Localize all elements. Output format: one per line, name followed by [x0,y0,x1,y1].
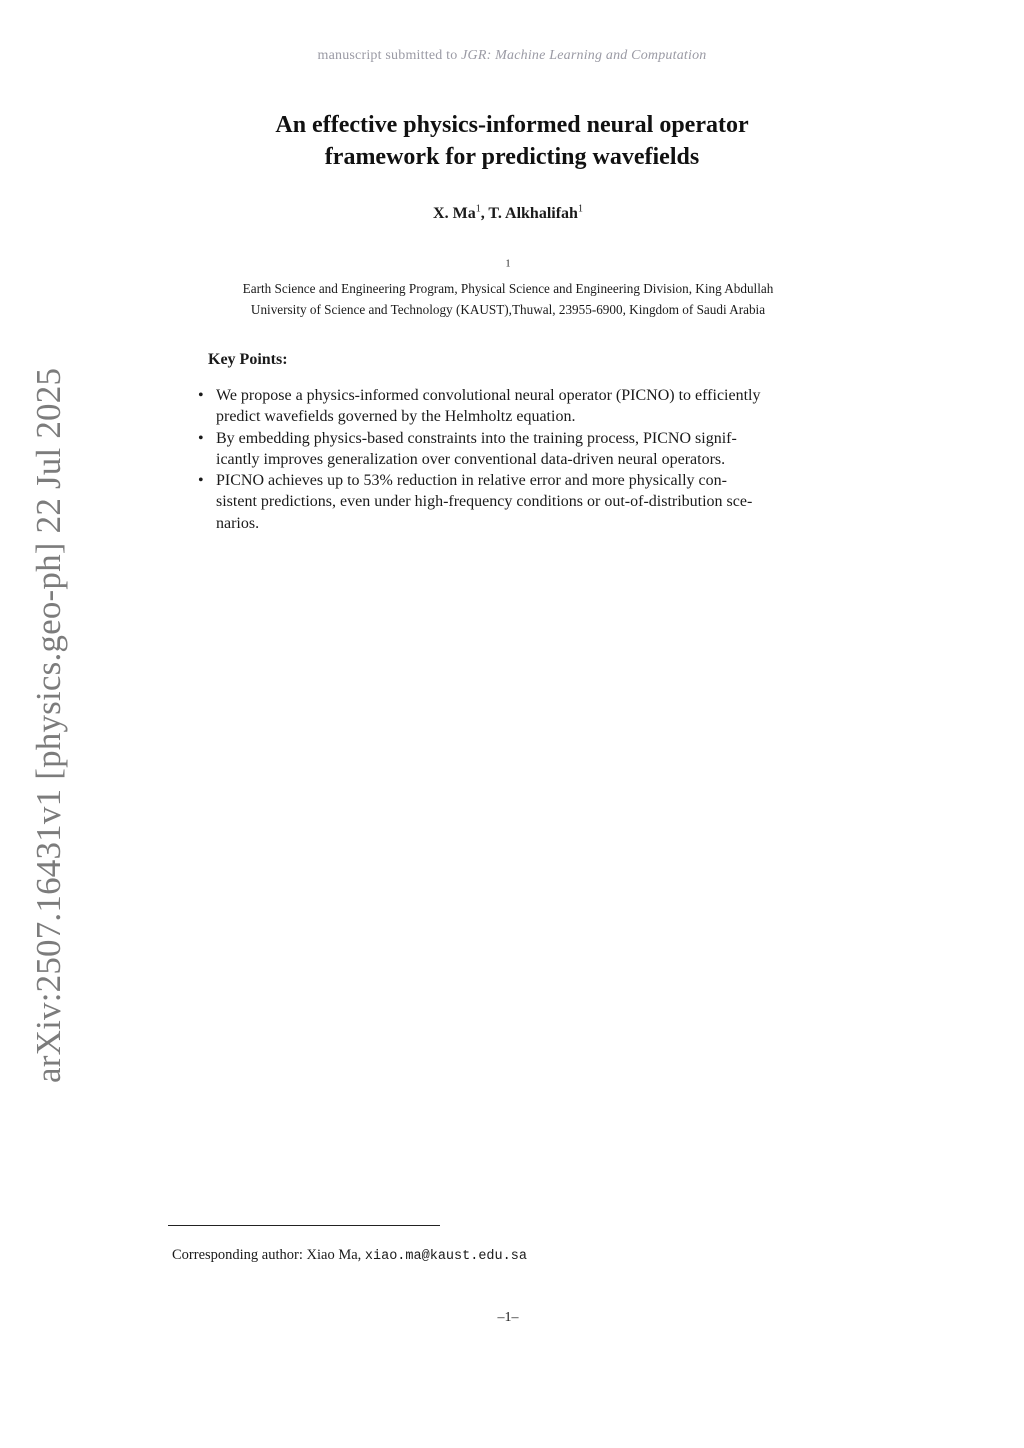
bullet-marker: • [198,472,204,490]
key-point-line: PICNO achieves up to 53% reduction in relative error and more physically con- [216,472,727,490]
running-head-journal: JGR: Machine Learning and Computation [461,48,707,63]
key-point-line: sistent predictions, even under high-frequency conditions or out-of-distribution sce- [216,493,753,511]
affiliation [176,257,840,320]
key-points-list [198,385,858,534]
running-head-prefix: manuscript submitted to [317,48,458,63]
author-name: T. Alkhalifah [488,205,578,222]
running-head [0,48,1024,64]
key-point-line: predict wavefields governed by the Helmholtz equation. [216,408,576,426]
affiliation-text-1: Earth Science and Engineering Program, Physical Science and Engineering Division, King Abdullah [242,281,774,296]
author-affiliation-marker: 1 [475,203,481,215]
affiliation-line-2: University of Science and Technology (KAUST),Thuwal, 23955-6900, Kingdom of Saudi Arabia [250,302,766,317]
author-list [0,205,1016,223]
paper-title-line-2: framework for predicting wavefields [324,144,700,170]
author-name: X. Ma [433,205,476,222]
affiliation-marker: 1 [505,258,511,270]
affiliation-line-1 [176,257,840,299]
footnote-label: Corresponding author: Xiao Ma, [172,1247,362,1263]
paper-title [162,109,862,173]
author-affiliation-marker: 1 [577,203,583,215]
paper-title-line-1: An effective physics-informed neural operator [275,112,749,138]
key-point-line: We propose a physics-informed convolutional neural operator (PICNO) to efficiently [216,387,761,404]
author-separator: , [480,205,489,222]
arxiv-identifier-stamp: arXiv:2507.16431v1 [physics.geo-ph] 22 Jul 2025 [29,367,68,1083]
key-point-line: icantly improves generalization over conventional data-driven neural operators. [216,450,726,468]
footnote-divider [168,1225,440,1226]
key-point-line: By embedding physics-based constraints into the training process, PICNO signif- [216,429,737,447]
author-email-link[interactable]: xiao.ma@kaust.edu.sa [364,1249,527,1264]
key-point-line: narios. [216,514,260,532]
bullet-marker: • [198,387,204,404]
key-points-heading: Key Points: [208,351,288,368]
bullet-marker: • [198,429,204,447]
key-point-item [198,470,858,534]
key-point-item [198,385,858,428]
page-number: –1– [497,1310,519,1325]
corresponding-author-footnote [172,1247,527,1264]
key-point-item [198,428,858,471]
